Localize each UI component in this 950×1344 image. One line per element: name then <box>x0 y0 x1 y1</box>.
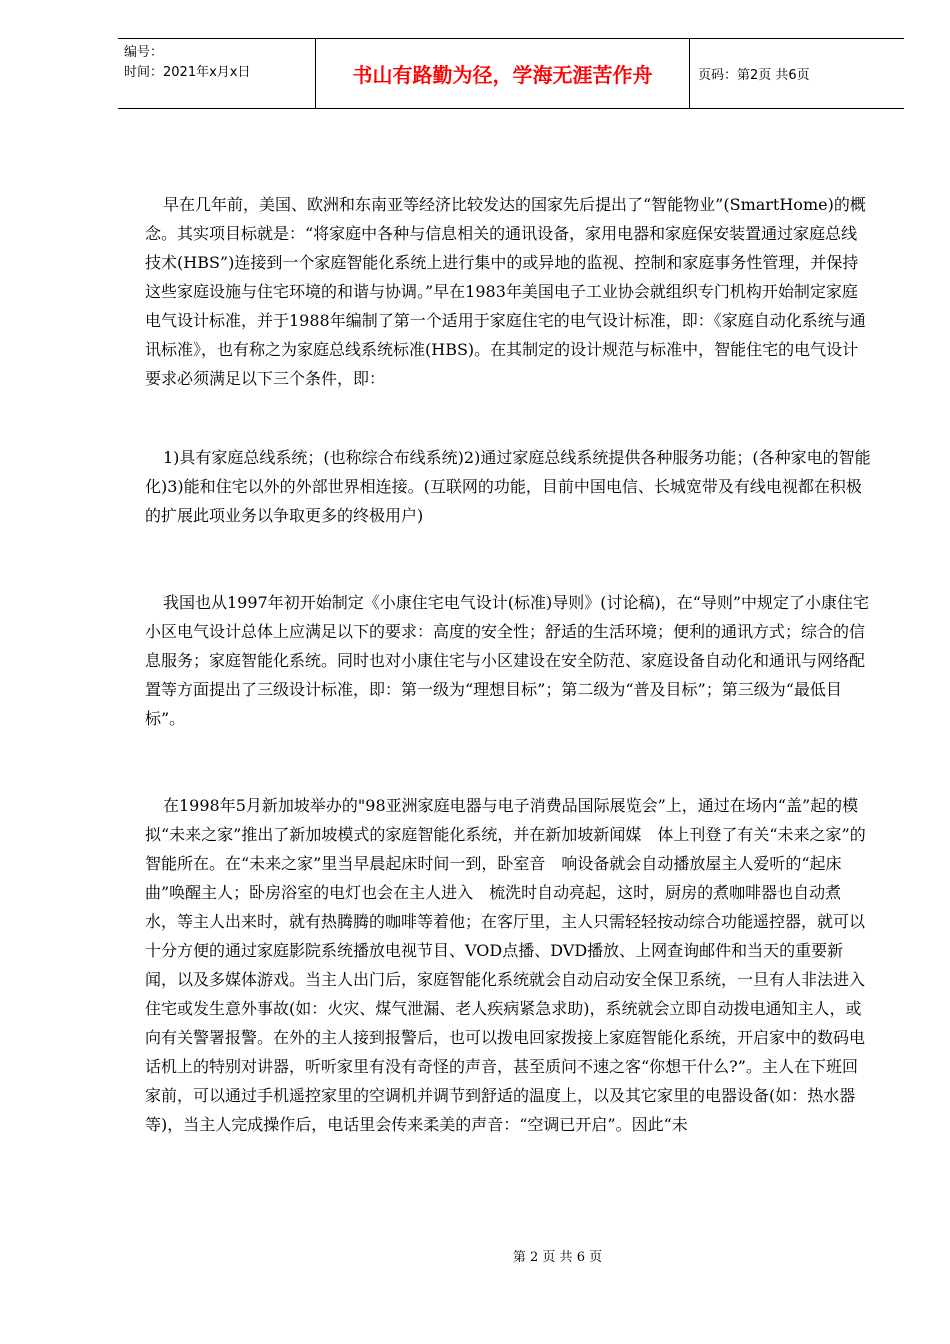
header-page-info: 页码：第2页 共6页 <box>698 68 810 83</box>
header-meta <box>118 39 316 108</box>
paragraph-smart-home-origin: 早在几年前，美国、欧洲和东南亚等经济比较发达的国家先后提出了“智能物业”(SmartHome)的概念。其实项目标就是：“将家庭中各种与信息相关的通讯设备，家用电器和家庭保安装置通过家庭总线技术(HBS”)连接到一个家庭智能化系统上进行集中的或异地的监视、控制和家庭事务性管理，并保持这些家庭设施与住宅环境的和谐与协调。”早在1983年美国电子工业协会就组织专门机构开始制定家庭电气设计标准，并于1988年编制了第一个适用于家庭住宅的电气设计标准，即：《家庭自动化系统与通讯标准》，也有称之为家庭总线系统标准(HBS)。在其制定的设计规范与标准中，智能住宅的电气设计要求必须满足以下三个条件，即： <box>145 195 866 388</box>
paragraph-three-conditions: 1)具有家庭总线系统；(也称综合布线系统)2)通过家庭总线系统提供各种服务功能；(各种家电的智能化)3)能和住宅以外的外部世界相连接。(互联网的功能，目前中国电信、长城宽带及有线电视都在积极的扩展此项业务以争取更多的终极用户) <box>145 448 871 525</box>
document-header <box>118 38 904 109</box>
serial-label: 编号： <box>124 45 164 60</box>
header-motto: 书山有路勤为径，学海无涯苦作舟 <box>316 39 690 108</box>
paragraph-china-standard: 我国也从1997年初开始制定《小康住宅电气设计(标准)导则》(讨论稿)，在“导则”中规定了小康住宅小区电气设计总体上应满足以下的要求：高度的安全性；舒适的生活环境；便利的通讯方式；综合的信息服务；家庭智能化系统。同时也对小康住宅与小区建设在安全防范、家庭设备自动化和通讯与网络配置等方面提出了三级设计标准，即：第一级为“理想目标”；第二级为“普及目标”；第三级为“最低目标”。 <box>145 593 870 728</box>
page-footer: 第 2 页 共 6 页 <box>512 1250 603 1265</box>
paragraph-singapore-expo: 在1998年5月新加坡举办的"98亚洲家庭电器与电子消费品国际展览会”上，通过在场内“盖”起的模拟“未来之家”推出了新加坡模式的家庭智能化系统，并在新加坡新闻媒 体上刊登了有关“未来之家”的智能所在。在“未来之家”里当早晨起床时间一到，卧室音 响设备就会自动播放屋主人爱听的“起床曲”唤醒主人；卧房浴室的电灯也会在主人进入 梳洗时自动亮起，这时，厨房的煮咖啡器也自动煮水，等主人出来时，就有热腾腾的咖啡等着他；在客厅里，主人只需轻轻按动综合功能遥控器，就可以十分方便的通过家庭影院系统播放电视节目、VOD点播、DVD播放、上网查询邮件和当天的重要新闻，以及多媒体游戏。当主人出门后，家庭智能化系统就会自动启动安全保卫系统，一旦有人非法进入住宅或发生意外事故(如：火灾、煤气泄漏、老人疾病紧急求助)，系统就会立即自动拨电通知主人，或向有关警署报警。在外的主人接到报警后，也可以拨电回家拨接上家庭智能化系统，开启家中的数码电话机上的特别对讲器，听听家里有没有奇怪的声音，甚至质问不速之客“你想干什么?”。主人在下班回家前，可以通过手机遥控家里的空调机并调节到舒适的温度上，以及其它家里的电器设备(如：热水器等)，当主人完成操作后，电话里会传来柔美的声音：“空调已开启”。因此“未 <box>145 796 866 1134</box>
document-body <box>145 190 873 1139</box>
time-label: 时间：2021年x月x日 <box>124 65 251 80</box>
